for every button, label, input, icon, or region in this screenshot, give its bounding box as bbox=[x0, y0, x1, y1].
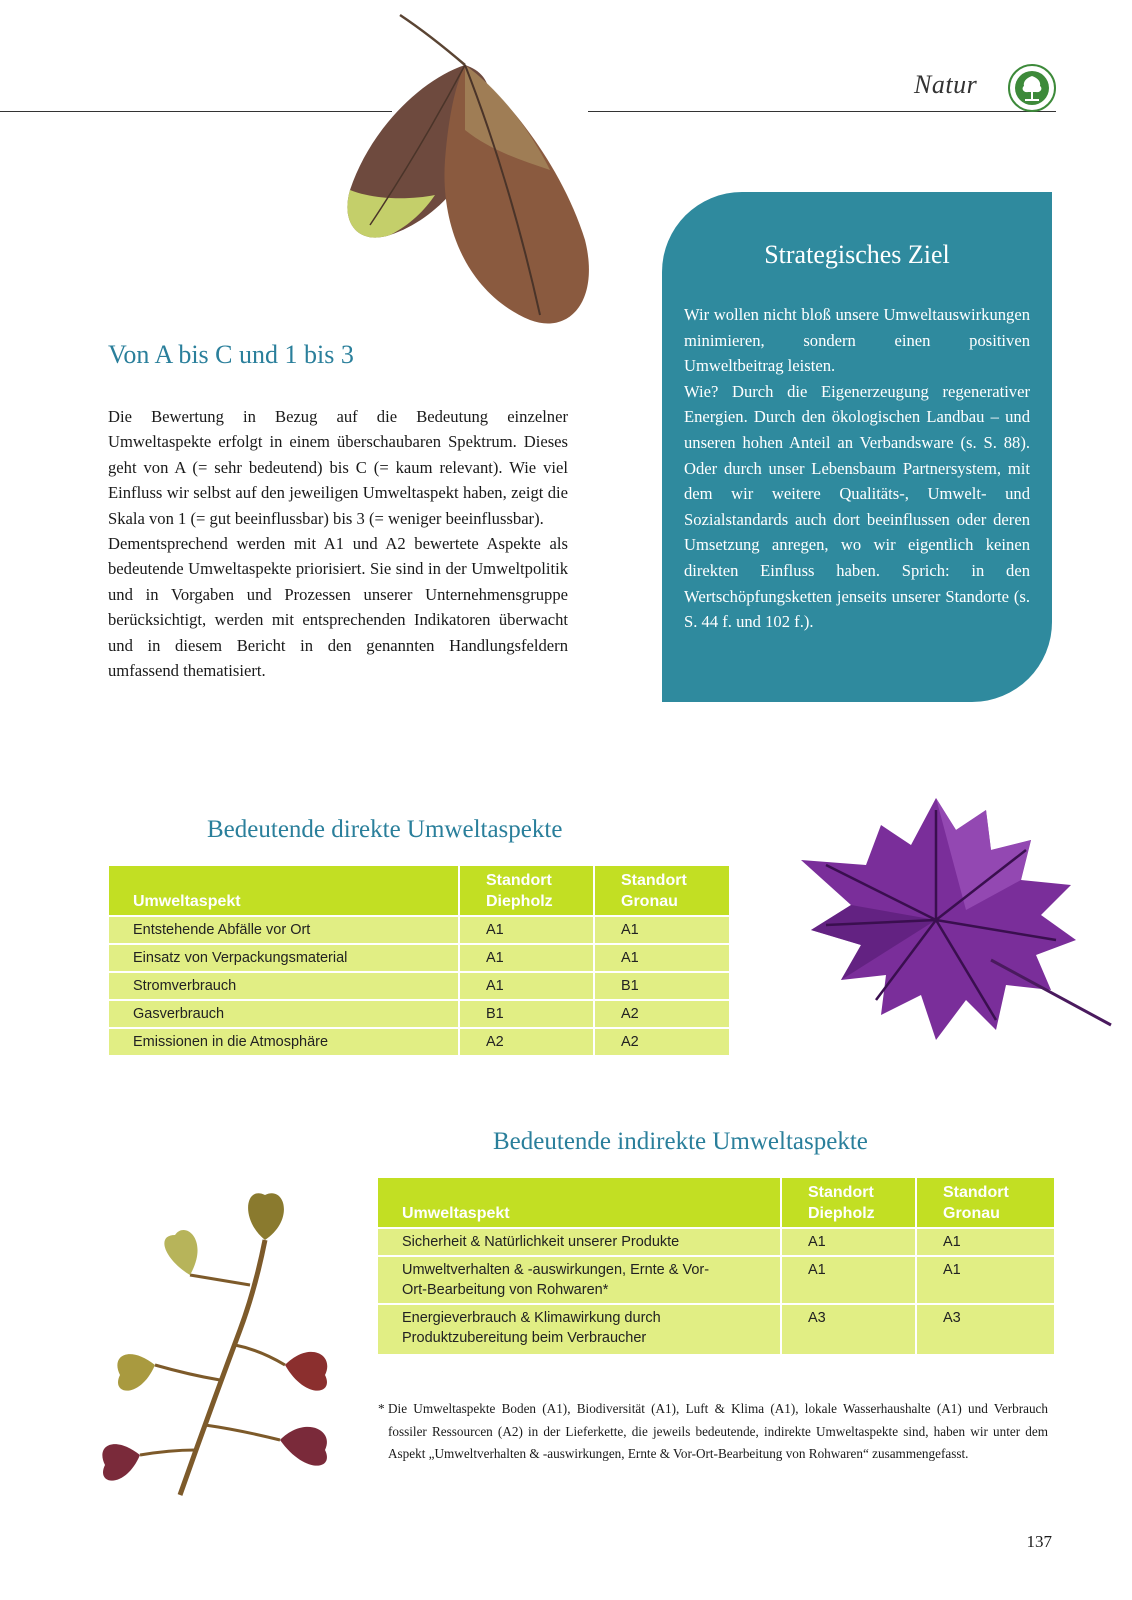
rating-cell: A1 bbox=[594, 944, 729, 972]
rating-cell: A1 bbox=[459, 944, 594, 972]
table-row bbox=[109, 944, 729, 972]
aspect-cell: Stromverbrauch bbox=[109, 972, 459, 1000]
aspect-cell: Entstehende Abfälle vor Ort bbox=[109, 916, 459, 944]
table-row bbox=[378, 1304, 1054, 1354]
rating-cell: A1 bbox=[459, 916, 594, 944]
header-site-diepholz: Standort Diepholz bbox=[459, 866, 594, 916]
intro-paragraph-1: Die Bewertung in Bezug auf die Bedeutung einzelner Umweltaspekte erfolgt in einem überschaubaren Spektrum. Dieses geht von A (= sehr bedeutend) bis C (= kaum relevant). Wie viel Einfluss wir selbst auf den jeweiligen Umweltaspekt haben, zeigt die Skala von 1 (= gut beeinflussbar) bis 3 (= weniger beeinflussbar). bbox=[108, 407, 568, 528]
strategic-goal-paragraph-1: Wir wollen nicht bloß unsere Umweltauswirkungen minimieren, sondern einen positiven Umweltbeitrag leisten. bbox=[684, 305, 1030, 376]
table-row bbox=[378, 1228, 1054, 1256]
rating-cell: A1 bbox=[594, 916, 729, 944]
intro-paragraph-2: Dementsprechend werden mit A1 und A2 bewertete Aspekte als bedeutende Umweltaspekte priorisiert. Sie sind in der Umweltpolitik und in Vorgaben und Prozessen unserer Unternehmensgruppe berücksichtigt, werden mit entsprechenden Indikatoren überwacht und in diesem Bericht in den genannten Handlungsfeldern umfassend thematisiert. bbox=[108, 534, 568, 681]
rating-cell: A2 bbox=[594, 1000, 729, 1028]
strategic-goal-text bbox=[684, 302, 1030, 635]
rating-cell: A3 bbox=[916, 1304, 1054, 1354]
purple-leaf-illustration bbox=[786, 790, 1116, 1050]
page-number: 137 bbox=[1026, 1532, 1052, 1551]
header-site-gronau: Standort Gronau bbox=[594, 866, 729, 916]
direct-table-title: Bedeutende direkte Umweltaspekte bbox=[207, 816, 563, 843]
strategic-goal-title: Strategisches Ziel bbox=[764, 240, 950, 269]
aspect-cell: Einsatz von Verpackungsmaterial bbox=[109, 944, 459, 972]
footnote bbox=[378, 1398, 1048, 1466]
rating-cell: A1 bbox=[916, 1228, 1054, 1256]
table-header-row bbox=[378, 1178, 1054, 1228]
table-row bbox=[109, 916, 729, 944]
lebensbaum-logo bbox=[1008, 64, 1056, 112]
rating-cell: B1 bbox=[594, 972, 729, 1000]
brown-leaf-illustration bbox=[330, 10, 620, 340]
rating-cell: A3 bbox=[781, 1304, 916, 1354]
rating-cell: A1 bbox=[781, 1228, 916, 1256]
table-row bbox=[109, 1000, 729, 1028]
table-header-row bbox=[109, 866, 729, 916]
rating-cell: A1 bbox=[459, 972, 594, 1000]
header-rule-right bbox=[588, 111, 1056, 112]
header-aspect: Umweltaspekt bbox=[109, 866, 459, 916]
rating-cell: A1 bbox=[781, 1256, 916, 1304]
aspect-cell: Energieverbrauch & Klimawirkung durch Produktzubereitung beim Verbraucher bbox=[378, 1304, 781, 1354]
table-row bbox=[109, 972, 729, 1000]
intro-heading: Von A bis C und 1 bis 3 bbox=[108, 340, 354, 369]
rating-cell: A2 bbox=[594, 1028, 729, 1055]
table-row bbox=[378, 1256, 1054, 1304]
indirect-table-title: Bedeutende indirekte Umweltaspekte bbox=[493, 1128, 868, 1155]
table-row bbox=[109, 1028, 729, 1055]
rating-cell: A1 bbox=[916, 1256, 1054, 1304]
aspect-cell: Emissionen in die Atmosphäre bbox=[109, 1028, 459, 1055]
strategic-goal-box bbox=[662, 192, 1052, 702]
footnote-marker: * bbox=[378, 1401, 385, 1416]
rating-cell: B1 bbox=[459, 1000, 594, 1028]
direct-aspects-table bbox=[109, 866, 729, 1055]
indirect-aspects-table bbox=[378, 1178, 1054, 1354]
aspect-cell: Sicherheit & Natürlichkeit unserer Produkte bbox=[378, 1228, 781, 1256]
header-site-gronau: Standort Gronau bbox=[916, 1178, 1054, 1228]
section-title: Natur bbox=[914, 70, 978, 99]
sprig-illustration bbox=[70, 1180, 370, 1500]
rating-cell: A2 bbox=[459, 1028, 594, 1055]
aspect-cell: Gasverbrauch bbox=[109, 1000, 459, 1028]
header-aspect: Umweltaspekt bbox=[378, 1178, 781, 1228]
header-site-diepholz: Standort Diepholz bbox=[781, 1178, 916, 1228]
footnote-text: Die Umweltaspekte Boden (A1), Biodiversität (A1), Luft & Klima (A1), lokale Wasserhaushalte (A1) und Verbrauch fossiler Ressourcen (A2) in der Lieferkette, die jeweils bedeutende, indirekte Umweltaspekte sind, haben wir unter dem Aspekt „Umweltverhalten & -auswirkungen, Ernte & Vor-Ort-Bearbeitung von Rohwaren“ zusammengefasst. bbox=[388, 1401, 1048, 1462]
strategic-goal-paragraph-2: Wie? Durch die Eigenerzeugung regenerativer Energien. Durch den ökologischen Landbau – und unseren hohen Anteil an Verbandsware (s. S. 88). Oder durch unser Lebensbaum Partnersystem, mit dem wir weitere Qualitäts-, Umwelt- und Sozialstandards auch dort beeinflussen oder deren Umsetzung anregen, wo wir eigentlich keinen direkten Einfluss haben. Sprich: in den Wertschöpfungsketten jenseits unserer Standorte (s. S. 44 f. und 102 f.). bbox=[684, 381, 1030, 632]
aspect-cell: Umweltverhalten & -auswirkungen, Ernte & Vor-Ort-Bearbeitung von Rohwaren* bbox=[378, 1256, 781, 1304]
intro-text bbox=[108, 404, 568, 683]
